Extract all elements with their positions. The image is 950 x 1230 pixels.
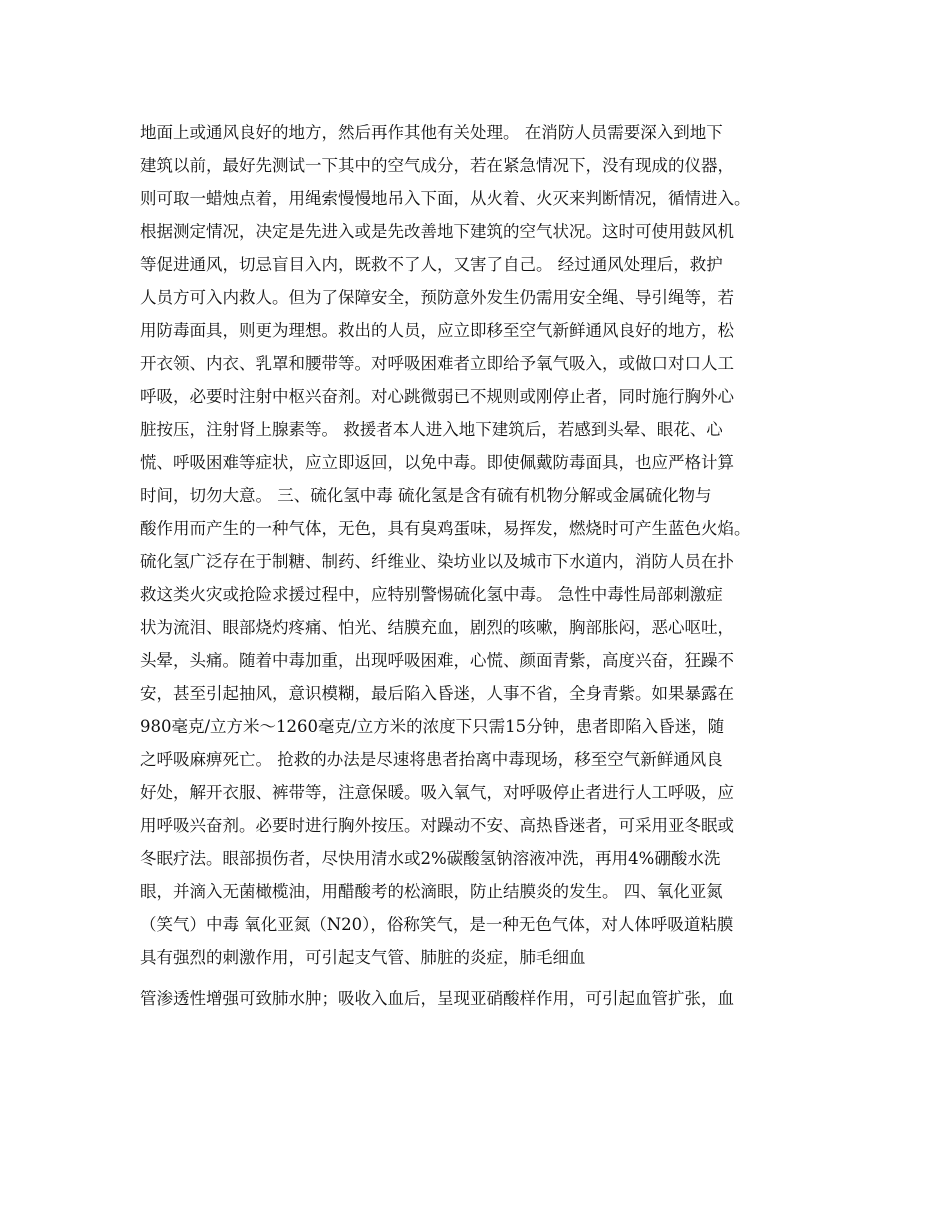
text-line-26: 具有强烈的刺激作用，可引起支气管、肺脏的炎症，肺毛细血 xyxy=(140,948,586,967)
text-line-14: 硫化氢广泛存在于制糖、制药、纤维业、染坊业以及城市下水道内，消防人员在扑 xyxy=(140,552,734,571)
text-line-8: 开衣领、内衣、乳罩和腰带等。对呼吸困难者立即给予氧气吸入，或做口对口人工 xyxy=(140,354,734,373)
text-line-20: 之呼吸麻痹死亡。 抢救的办法是尽速将患者抬离中毒现场，移至空气新鲜通风良 xyxy=(140,750,723,769)
text-line-5: 等促进通风，切忌盲目入内，既救不了人，又害了自己。 经过通风处理后，救护 xyxy=(140,255,723,274)
text-line-16: 状为流泪、眼部烧灼疼痛、怕光、结膜充血，剧烈的咳嗽，胸部胀闷，恶心呕吐， xyxy=(140,618,734,637)
text-line-22: 用呼吸兴奋剂。必要时进行胸外按压。对躁动不安、高热昏迷者，可采用亚冬眠或 xyxy=(140,816,734,835)
document-body xyxy=(140,116,830,1015)
text-line-19: 980毫克/立方米～1260毫克/立方米的浓度下只需15分钟，患者即陷入昏迷，随 xyxy=(140,717,725,736)
text-line-17: 头晕，头痛。随着中毒加重，出现呼吸困难，心慌、颜面青紫，高度兴奋，狂躁不 xyxy=(140,651,734,670)
text-line-11: 慌、呼吸困难等症状，应立即返回，以免中毒。即使佩戴防毒面具，也应严格计算 xyxy=(140,453,734,472)
text-line-4: 根据测定情况，决定是先进入或是先改善地下建筑的空气状况。这时可使用鼓风机 xyxy=(140,222,734,241)
text-line-6: 人员方可入内救人。但为了保障安全，预防意外发生仍需用安全绳、导引绳等，若 xyxy=(140,288,734,307)
text-line-1: 地面上或通风良好的地方，然后再作其他有关处理。 在消防人员需要深入到地下 xyxy=(140,123,723,142)
text-line-27: 管渗透性增强可致肺水肿；吸收入血后，呈现亚硝酸样作用，可引起血管扩张，血 xyxy=(140,989,734,1008)
text-line-15: 救这类火灾或抢险求援过程中，应特别警惕硫化氢中毒。 急性中毒性局部刺激症 xyxy=(140,585,723,604)
text-line-21: 好处，解开衣服、裤带等，注意保暖。吸入氧气，对呼吸停止者进行人工呼吸，应 xyxy=(140,783,734,802)
text-line-24: 眼，并滴入无菌橄榄油，用醋酸考的松滴眼，防止结膜炎的发生。 四、氧化亚氮 xyxy=(140,882,723,901)
text-line-2: 建筑以前，最好先测试一下其中的空气成分，若在紧急情况下，没有现成的仪器， xyxy=(140,156,734,175)
paragraph-gap xyxy=(140,974,830,982)
text-line-12: 时间，切勿大意。 三、硫化氢中毒 硫化氢是含有硫有机物分解或金属硫化物与 xyxy=(140,486,712,505)
text-line-13: 酸作用而产生的一种气体，无色，具有臭鸡蛋味，易挥发，燃烧时可产生蓝色火焰。 xyxy=(140,519,751,538)
text-line-3: 则可取一蜡烛点着，用绳索慢慢地吊入下面，从火着、火灭来判断情况，循情进入。 xyxy=(140,189,751,208)
text-line-7: 用防毒面具，则更为理想。救出的人员，应立即移至空气新鲜通风良好的地方，松 xyxy=(140,321,734,340)
text-line-23: 冬眠疗法。眼部损伤者，尽快用清水或2%碳酸氢钠溶液冲洗，再用4%硼酸水洗 xyxy=(140,849,721,868)
text-line-25: （笑气）中毒 氧化亚氮（N20），俗称笑气，是一种无色气体，对人体呼吸道粘膜 xyxy=(140,915,734,934)
text-line-9: 呼吸，必要时注射中枢兴奋剂。对心跳微弱已不规则或刚停止者，同时施行胸外心 xyxy=(140,387,734,406)
text-line-10: 脏按压，注射肾上腺素等。 救援者本人进入地下建筑后，若感到头晕、眼花、心 xyxy=(140,420,723,439)
text-line-18: 安，甚至引起抽风，意识模糊，最后陷入昏迷，人事不省，全身青紫。如果暴露在 xyxy=(140,684,734,703)
